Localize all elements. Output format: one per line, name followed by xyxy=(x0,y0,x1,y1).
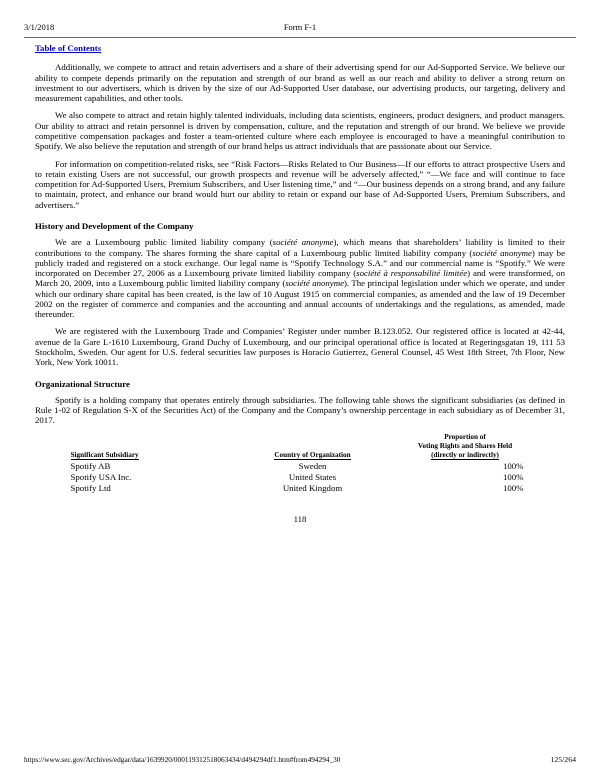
text-segment: ), which means that shareholders’ liability is limited to their contributions to the company. The shares forming the share capital of a Luxembourg public limited liability company ( xyxy=(35,237,565,258)
print-footer xyxy=(24,754,576,764)
header-line: Voting Rights and Shares Held xyxy=(417,441,513,450)
italic-segment: société à responsabilité limitée xyxy=(356,268,468,279)
subsidiaries-table xyxy=(63,433,538,494)
header-divider xyxy=(24,37,576,38)
paragraph-history-1 xyxy=(35,237,565,319)
print-page-indicator: 125/264 xyxy=(550,755,576,764)
header-label: Significant Subsidiary xyxy=(70,450,139,459)
text-segment: ) and were transformed, on March 20, 2009, into a Luxembourg public limited liability company ( xyxy=(35,268,565,289)
cell-subsidiary: Spotify USA Inc. xyxy=(70,472,132,482)
header-label: Country of Organization xyxy=(274,450,351,459)
cell-subsidiary: Spotify AB xyxy=(70,460,111,471)
heading-organizational-structure: Organizational Structure xyxy=(35,378,130,389)
text-segment: We are a Luxembourg public limited liability company ( xyxy=(55,237,273,248)
heading-history-and-development: History and Development of the Company xyxy=(35,220,194,231)
cell-country: United States xyxy=(288,472,337,482)
text-segment: ). The principal legislation under which we operate, and under which our ordinary share capital has been created, is the law of 10 August 1915 on commercial companies, as amended and the law of 19 December 2002 on the register of commerce and companies and the accounting and annual accounts of undertakings and the regulations, as amended, made thereunder. xyxy=(35,278,565,320)
cell-proportion: 100% xyxy=(502,483,524,494)
table-of-contents-link[interactable]: Table of Contents xyxy=(35,43,102,53)
header-significant-subsidiary xyxy=(63,433,233,460)
paragraph-org-structure: Spotify is a holding company that operates entirely through subsidiaries. The following table shows the significant subsidiaries (as defined in Rule 1-02 of Regulation S-X of the Securities Act) of the Company and the Company’s ownership percentage in each subsidiary as of December 31, 2017. xyxy=(35,394,565,426)
italic-segment: société anonyme xyxy=(285,278,344,289)
cell-proportion: 100% xyxy=(502,472,524,482)
form-title: Form F-1 xyxy=(283,22,317,32)
print-header xyxy=(24,22,576,34)
document-content xyxy=(35,43,565,524)
cell-country: Sweden xyxy=(298,460,327,471)
header-proportion-voting-rights xyxy=(393,433,538,460)
header-line xyxy=(401,451,530,460)
italic-segment: société anonyme xyxy=(472,247,532,258)
header-line: Proportion of xyxy=(444,432,486,441)
paragraph-advertisers-competition: Additionally, we compete to attract and retain advertisers and a share of their advertising spend for our Ad-Supported Service. We believe our ability to compete depends primarily on the reputation and strength of our brand as well as our reach and ability to deliver a strong return on investment to our advertisers, which is driven by the size of our Ad-Supported User database, our advertising products, our targeting, delivery and measurement capabilities, and other tools. xyxy=(35,62,565,104)
table-row xyxy=(63,460,538,471)
header-label: (directly or indirectly) xyxy=(431,450,499,459)
text-segment: ) may be publicly traded and registered on a stock exchange. Our legal name is “Spotify Technology S.A.” and our commercial name is “Spotify.” We were incorporated on December 27, 2006 as a Luxembourg private limited liability company ( xyxy=(35,247,565,279)
table-row xyxy=(63,471,538,482)
cell-proportion: 100% xyxy=(502,460,524,471)
table-row xyxy=(63,482,538,493)
print-date: 3/1/2018 xyxy=(24,22,55,32)
header-country-of-organization xyxy=(233,433,393,460)
table-header-row xyxy=(63,433,538,460)
paragraph-risk-factors: For information on competition-related risks, see “Risk Factors—Risks Related to Our Business—If our efforts to attract prospective Users and to retain existing Users are not successful, our growth prospects and revenue will be adversely affected,” “—We face and will continue to face competition for Ad-Supported Users, Premium Subscribers, and User listening time,” and “—Our business depends on a strong brand, and any failure to maintain, protect, and enhance our brand would hurt our ability to retain or expand our base of Ad-Supported Users, Premium Subscribers, and advertisers.” xyxy=(35,158,565,210)
cell-country: United Kingdom xyxy=(282,483,343,494)
italic-segment: société anonyme xyxy=(272,237,334,248)
paragraph-talent-competition: We also compete to attract and retain highly talented individuals, including data scientists, engineers, product designers, and product managers. Our ability to attract and retain personnel is driven by compensation, culture, and the reputation and strength of our brand. We believe we provide competitive compensation packages and foster a team-oriented culture where each employee is encouraged to have a meaningful contribution to Spotify. We also believe the reputation and strength of our brand helps us attract individuals that are passionate about our Service. xyxy=(35,110,565,152)
document-page-number: 118 xyxy=(293,513,307,524)
paragraph-history-2: We are registered with the Luxembourg Trade and Companies’ Register under number B.123.052. Our registered office is located at 42-44, avenue de la Gare L-1610 Luxembourg, Grand Duchy of Luxembourg, and our principal operational office is located at Regeringsgatan 19, 111 53 Stockholm, Sweden. Our agent for U.S. federal securities law purposes is Horacio Gutierrez, General Counsel, 45 West 18th Street, 7th Floor, New York, New York 10011. xyxy=(35,326,565,368)
source-url: https://www.sec.gov/Archives/edgar/data/1639920/000119312518063434/d494294df1.htm#from494294_30 xyxy=(24,755,341,764)
cell-subsidiary: Spotify Ltd xyxy=(70,483,111,494)
